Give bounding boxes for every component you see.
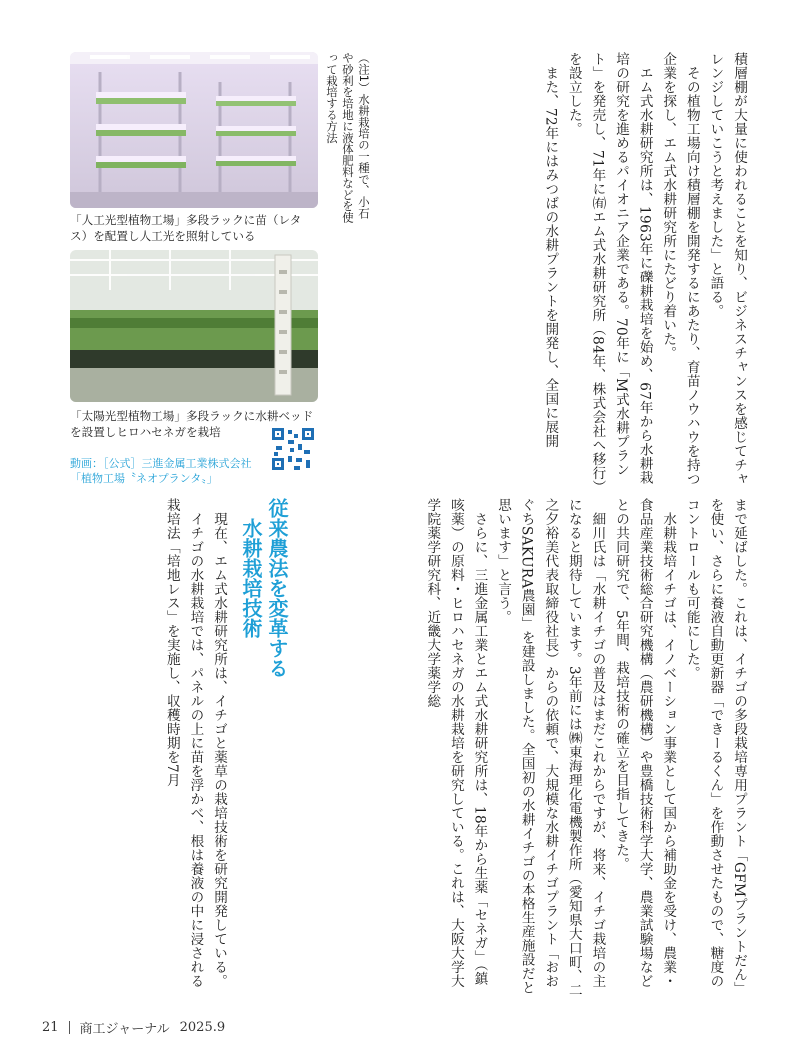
video-line2: 「植物工場〝ネオプランタ〟」 [70, 472, 218, 485]
photo-artificial-light-image [70, 52, 318, 208]
paragraph: さらに、三進金属工業とエム式水耕研究所は、18年から生薬「セネガ」（鎮咳薬）の原料・ヒロハセネガの水耕栽培を研究している。これは、大阪大学大学院薬学研究科、近畿大学薬学総 [424, 498, 488, 988]
magazine-name: 商工ジャーナル [79, 1022, 170, 1037]
paragraph: また、72年にはみつばの水耕プラントを開発し、全国に展開 [542, 65, 559, 448]
page-number: 21 [42, 1020, 59, 1035]
photo-sunlight-factory [70, 250, 318, 402]
paragraph: エム式水耕研究所は、1963年に礫耕栽培を始め、67年から水耕栽培の研究を進めるパイオニア企業である。70年に「M式水耕プラント」を発売し、71年に㈲エム式水耕研究所（84年、株式会社へ移行）を設立した。 [565, 52, 653, 488]
video-line1: 動画：［公式］三進金属工業株式会社 [70, 457, 252, 470]
section-heading-line1: 従来農法を変革する [265, 498, 289, 678]
paragraph: その植物工場向け積層棚を開発するにあたり、育苗ノウハウを持つ企業を探し、エム式水耕研究所にたどり着いた。 [660, 52, 700, 486]
photo2-caption: 「太陽光型植物工場」多段ラックに水耕ベッドを設置しヒロハセネガを栽培 [70, 409, 314, 439]
photo-sunlight-image [70, 250, 318, 402]
body-column-bottom-left [70, 498, 230, 998]
paragraph: 現在、エム式水耕研究所は、イチゴと薬草の栽培技術を研究開発している。 [211, 511, 227, 988]
footnote: （注1）水耕栽培の一種で、小石や砂利を培地に液体肥料などを使って栽培する方法 [325, 52, 371, 223]
paragraph: 水耕栽培イチゴは、イノベーション事業として国から補助金を受け、農業・食品産業技術総合研究機構（農研機構）や豊橋技術科学大学、農業試験場などとの共同研究で、5年間、栽培技術の確立を目指してきた。 [613, 498, 677, 988]
video-link[interactable] [70, 456, 276, 486]
body-column-bottom-right [376, 498, 750, 998]
photo1-caption: 「人工光型植物工場」多段ラックに苗（レタス）を配置し人工光を照射している [70, 213, 302, 243]
paragraph: イチゴの水耕栽培では、パネルの上に苗を浮かべ、根は養液の中に浸される栽培法「培地レス」を実施し、収穫時期を7月 [163, 498, 204, 988]
section-heading-line2: 水耕栽培技術 [239, 518, 263, 638]
qr-code-icon[interactable] [270, 426, 316, 472]
photo-artificial-light-factory [70, 52, 318, 208]
page-footer [42, 1018, 225, 1037]
paragraph: 細川氏は「水耕イチゴの普及はまだこれからですが、将来、イチゴ栽培の主になると期待しています。3年前には㈱東海理化電機製作所（愛知県大口町、二之夕裕美代表取締役社長）からの依頼で、大規模な水耕イチゴプラント「おおぐちSAKURA農園」を建設しました。全国初の水耕イチゴの本格生産施設だと思います」と言う。 [495, 498, 606, 998]
issue-date: 2025.9 [179, 1020, 226, 1035]
footer-divider [69, 1021, 70, 1034]
paragraph: まで延ばした。これは、イチゴの多段栽培専用プラント「GFMプラントだん」を使い、さらに養液自動更新器「できーるくん」を作動させたもので、糖度のコントロールも可能にした。 [683, 498, 747, 996]
section-heading [234, 498, 290, 708]
paragraph: 積層棚が大量に使われることを知り、ビジネスチャンスを感じてチャレンジしていこうと考えました」と語る。 [707, 52, 747, 486]
body-column-top-1 [376, 52, 750, 490]
